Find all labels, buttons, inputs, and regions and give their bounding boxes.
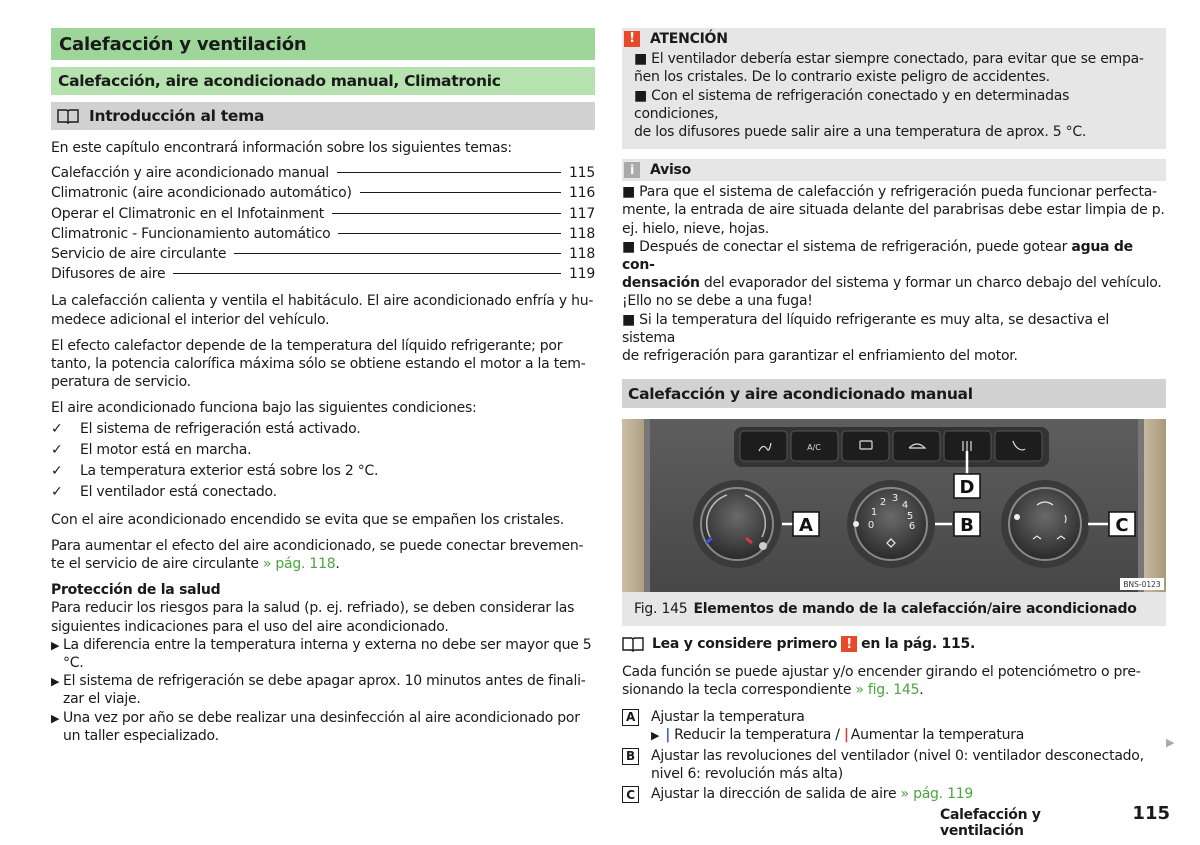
list-item: ▶ El sistema de refrigeración se debe apagar aprox. 10 minutos antes de finali- zar el viaje. <box>51 673 586 708</box>
fan-scale-4: 4 <box>901 500 909 512</box>
info-icon: i <box>624 162 640 178</box>
ac-button-label: A/C <box>807 443 821 453</box>
fan-scale-2: 2 <box>879 497 887 509</box>
toc-entry[interactable] <box>51 183 595 203</box>
toc-entry-page: 116 <box>569 185 595 202</box>
toc-entry-title: Climatronic - Funcionamiento automático <box>51 225 331 242</box>
fan-scale-0: 0 <box>867 520 875 532</box>
paragraph-heating-effect: El efecto calefactor depende de la temperatura del líquido refrigerante; por tanto, la potencia calorífica máxima sólo se obtiene estando el motor a la tem- peratura de servicio. <box>51 337 586 391</box>
label-box-a: A <box>622 709 639 726</box>
callout-a: A <box>799 515 813 537</box>
callout-c: C <box>1115 515 1129 537</box>
toc-entry-page: 119 <box>569 266 595 283</box>
list-item: ✓ La temperatura exterior está sobre los 2 °C. <box>51 461 595 482</box>
fan-scale-6: 6 <box>908 521 916 533</box>
toc-entry-title: Servicio de aire circulante <box>51 246 227 263</box>
notice-heading: i Aviso <box>622 159 1166 181</box>
toc-entry-page: 118 <box>569 246 595 263</box>
label-box-b: B <box>622 748 639 765</box>
toc-entry-title: Difusores de aire <box>51 266 166 283</box>
footer-chapter-title: Calefacción y ventilación <box>940 807 1041 839</box>
toc-leader <box>337 172 561 173</box>
read-first-line: Lea y considere primero ! en la pág. 115. <box>622 636 1166 652</box>
figure-number: Fig. 145 <box>634 601 688 618</box>
health-intro: Para reducir los riesgos para la salud (p. ej. refriado), se deben considerar las siguientes indicaciones para el uso del aire acondicionado. <box>51 600 575 635</box>
toc-entry-page: 118 <box>569 225 595 242</box>
list-item: ▶ La diferencia entre la temperatura interna y externa no debe ser mayor que 5 °C. <box>51 636 592 672</box>
triangle-bullet-icon: ▶ <box>51 638 60 652</box>
fan-scale-3: 3 <box>891 493 899 505</box>
book-icon <box>622 636 644 652</box>
warning-icon: ! <box>841 636 857 652</box>
list-item: ✓ El motor está en marcha. <box>51 440 595 461</box>
intro-heading <box>51 102 595 130</box>
toc-entry-title: Climatronic (aire acondicionado automático) <box>51 185 352 202</box>
callout-b: B <box>960 515 974 537</box>
triangle-bullet-icon: ▶ <box>651 728 660 742</box>
callout-d: D <box>959 477 975 499</box>
list-item-c: C Ajustar la dirección de salida de aire » pág. 119 <box>622 785 1166 803</box>
notice-box <box>622 159 1166 365</box>
attention-box <box>622 28 1166 149</box>
check-icon: ✓ <box>51 483 63 500</box>
conditions-list <box>51 419 595 503</box>
topic-list <box>51 163 595 284</box>
toc-leader <box>173 273 561 274</box>
check-icon: ✓ <box>51 441 63 458</box>
paragraph-functions: Cada función se puede ajustar y/o encender girando el potenciómetro o pre- sionando la tecla correspondiente » fig. 145. <box>622 664 1141 699</box>
toc-leader <box>234 253 561 254</box>
page-footer <box>940 803 1170 839</box>
continue-arrow-icon: ▶ <box>1166 736 1175 749</box>
toc-entry[interactable] <box>51 163 595 183</box>
label-box-c: C <box>622 786 639 803</box>
control-panel-figure <box>622 419 1166 592</box>
check-icon: ✓ <box>51 462 63 479</box>
fan-scale-1: 1 <box>870 507 878 519</box>
toc-entry-title: Operar el Climatronic en el Infotainment <box>51 205 325 222</box>
blue-bar-icon: | <box>665 726 671 743</box>
list-item-b: B Ajustar las revoluciones del ventilador (nivel 0: ventilador desconectado, nivel 6: revolución más alta) <box>622 747 1166 783</box>
toc-entry[interactable] <box>51 244 595 264</box>
list-item: ▶ Una vez por año se debe realizar una desinfección al aire acondicionado por un taller especializado. <box>51 709 580 744</box>
toc-leader <box>360 192 561 193</box>
toc-entry[interactable] <box>51 264 595 284</box>
toc-entry-page: 117 <box>569 205 595 222</box>
fan-scale-5: 5 <box>906 511 914 523</box>
paragraph-heating: La calefacción calienta y ventila el habitáculo. El aire acondicionado enfría y hu- medece adicional el interior del vehículo. <box>51 293 594 328</box>
figure-code: BNS-0123 <box>1123 580 1161 590</box>
section-title: Calefacción, aire acondicionado manual, Climatronic <box>51 67 595 95</box>
page-link[interactable]: » pág. 119 <box>900 786 974 803</box>
intro-heading-label: Introducción al tema <box>89 107 265 125</box>
toc-leader <box>338 233 561 234</box>
paragraph-conditions: El aire acondicionado funciona bajo las siguientes condiciones: <box>51 400 477 417</box>
page-link[interactable]: » pág. 118 <box>262 556 336 573</box>
toc-entry-page: 115 <box>569 165 595 182</box>
left-column <box>51 28 595 745</box>
book-icon <box>57 108 79 124</box>
toc-entry-title: Calefacción y aire acondicionado manual <box>51 165 329 182</box>
attention-text: ■ El ventilador debería estar siempre conectado, para evitar que se empa- ñen los cristales. De lo contrario existe peligro de accidentes. ■ Con el sistema de refrigeración conectado y en determinadas condiciones, de los difusores puede salir aire a una temperatura de aprox. 5 °C. <box>634 51 1144 141</box>
list-item: ✓ El ventilador está conectado. <box>51 482 595 503</box>
section-heading: Calefacción y aire acondicionado manual <box>622 379 1166 408</box>
control-panel-illustration <box>622 419 1166 592</box>
triangle-bullet-icon: ▶ <box>51 711 60 725</box>
notice-text: ■ Para que el sistema de calefacción y refrigeración pueda funcionar perfecta- mente, la entrada de aire situada delante del parabrisas debe estar limpia de p. ej. hielo, nieve, hojas. ■ Después de conectar el sistema de refrigeración, puede gotear agua de con- densación del evaporador del sistema y formar un charco debajo del vehículo. ¡Ello no se debe a una fuga! ■ Si la temperatura del líquido refrigerante es muy alta, se desactiva el sistema de refrigeración para garantizar el enfriamiento del motor. <box>622 184 1165 365</box>
figure-link[interactable]: » fig. 145 <box>855 682 920 699</box>
list-item-a: A Ajustar la temperatura ▶ | Reducir la temperatura / | Aumentar la temperatura <box>622 708 1166 745</box>
check-icon: ✓ <box>51 420 63 437</box>
right-column <box>622 28 1166 806</box>
page-number: 115 <box>1132 803 1170 824</box>
toc-leader <box>332 213 561 214</box>
figure-caption <box>622 592 1166 626</box>
intro-text: En este capítulo encontrará información sobre los siguientes temas: <box>51 140 512 156</box>
health-heading: Protección de la salud <box>51 582 221 599</box>
paragraph-recirculation: Para aumentar el efecto del aire acondicionado, se puede conectar brevemen- te el servicio de aire circulante » pág. 118. <box>51 537 584 573</box>
list-item: ✓ El sistema de refrigeración está activado. <box>51 419 595 440</box>
red-bar-icon: | <box>843 726 849 743</box>
triangle-bullet-icon: ▶ <box>51 675 60 689</box>
paragraph-fogging: Con el aire acondicionado encendido se evita que se empañen los cristales. <box>51 511 564 528</box>
toc-entry[interactable] <box>51 224 595 244</box>
attention-heading: ! ATENCIÓN <box>622 30 1156 48</box>
warning-icon: ! <box>624 31 640 47</box>
function-list <box>622 708 1166 804</box>
toc-entry[interactable] <box>51 204 595 224</box>
chapter-title: Calefacción y ventilación <box>51 28 595 60</box>
figure-caption-text: Elementos de mando de la calefacción/aire acondicionado <box>693 601 1137 618</box>
